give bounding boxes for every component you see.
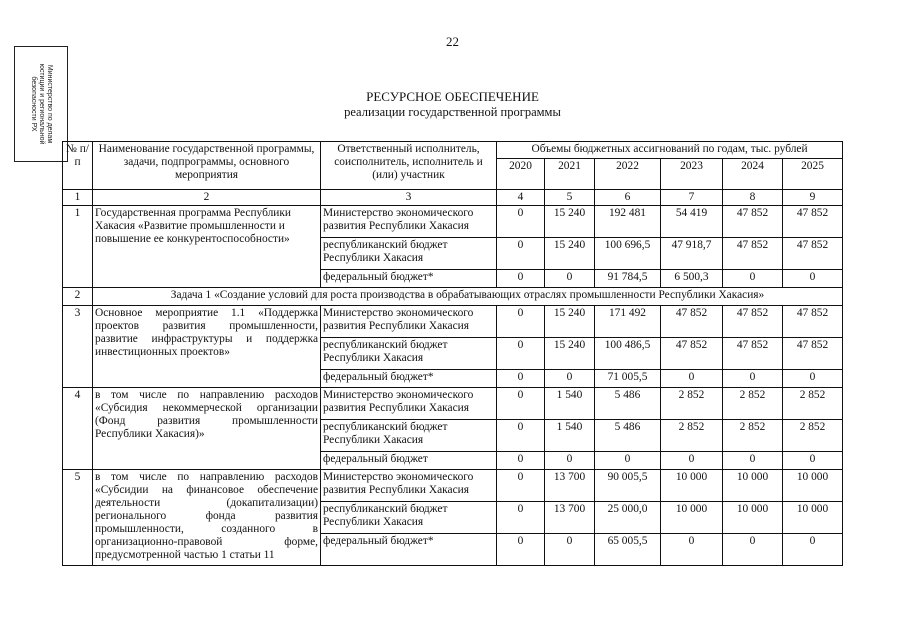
header-year: 2024 <box>723 159 783 190</box>
value-cell: 100 696,5 <box>595 238 661 270</box>
value-cell: 13 700 <box>545 470 595 502</box>
resource-table <box>62 141 843 566</box>
value-cell: 0 <box>545 452 595 470</box>
executor-cell: республиканский бюджет Республики Хакасия <box>321 338 497 370</box>
executor-cell: Министерство экономического развития Республики Хакасия <box>321 206 497 238</box>
value-cell: 0 <box>783 534 843 566</box>
table-row <box>63 306 843 338</box>
executor-cell: федеральный бюджет* <box>321 270 497 288</box>
header-year: 2021 <box>545 159 595 190</box>
value-cell: 65 005,5 <box>595 534 661 566</box>
value-cell: 0 <box>497 370 545 388</box>
value-cell: 25 000,0 <box>595 502 661 534</box>
value-cell: 47 852 <box>783 306 843 338</box>
value-cell: 10 000 <box>723 502 783 534</box>
stamp-line: юстиции и региональной <box>38 63 45 145</box>
row-number: 2 <box>63 288 93 306</box>
header-name: Наименование государственной программы, задачи, подпрограммы, основного мероприятия <box>93 142 321 190</box>
column-number: 7 <box>661 190 723 206</box>
value-cell: 0 <box>497 206 545 238</box>
value-cell: 2 852 <box>661 420 723 452</box>
header-row <box>63 142 843 159</box>
column-number-row <box>63 190 843 206</box>
header-year: 2023 <box>661 159 723 190</box>
column-number: 8 <box>723 190 783 206</box>
executor-cell: Министерство экономического развития Республики Хакасия <box>321 306 497 338</box>
value-cell: 0 <box>497 470 545 502</box>
row-number: 4 <box>63 388 93 470</box>
value-cell: 171 492 <box>595 306 661 338</box>
value-cell: 91 784,5 <box>595 270 661 288</box>
value-cell: 5 486 <box>595 388 661 420</box>
row-number: 5 <box>63 470 93 566</box>
value-cell: 0 <box>661 370 723 388</box>
value-cell: 10 000 <box>783 502 843 534</box>
value-cell: 2 852 <box>661 388 723 420</box>
stamp-line: безопасности РХ <box>30 76 37 132</box>
value-cell: 0 <box>661 534 723 566</box>
value-cell: 0 <box>545 370 595 388</box>
row-number: 3 <box>63 306 93 388</box>
table-row <box>63 470 843 502</box>
value-cell: 47 852 <box>723 206 783 238</box>
value-cell: 47 852 <box>723 306 783 338</box>
value-cell: 5 486 <box>595 420 661 452</box>
task-row <box>63 288 843 306</box>
table-row <box>63 206 843 238</box>
value-cell: 0 <box>497 338 545 370</box>
value-cell: 0 <box>497 452 545 470</box>
value-cell: 0 <box>497 388 545 420</box>
value-cell: 0 <box>723 534 783 566</box>
value-cell: 54 419 <box>661 206 723 238</box>
value-cell: 47 852 <box>661 306 723 338</box>
value-cell: 0 <box>723 452 783 470</box>
column-number: 3 <box>321 190 497 206</box>
value-cell: 13 700 <box>545 502 595 534</box>
column-number: 1 <box>63 190 93 206</box>
column-number: 4 <box>497 190 545 206</box>
value-cell: 15 240 <box>545 306 595 338</box>
item-name: Государственная программа Республики Хакасия «Развитие промышленности и повышение ее конкурентоспособности» <box>93 206 321 288</box>
value-cell: 192 481 <box>595 206 661 238</box>
executor-cell: республиканский бюджет Республики Хакасия <box>321 502 497 534</box>
value-cell: 0 <box>783 270 843 288</box>
value-cell: 0 <box>497 306 545 338</box>
executor-cell: республиканский бюджет Республики Хакасия <box>321 420 497 452</box>
header-executor: Ответственный исполнитель, соисполнитель, исполнитель и (или) участник <box>321 142 497 190</box>
value-cell: 0 <box>497 270 545 288</box>
value-cell: 0 <box>497 534 545 566</box>
value-cell: 10 000 <box>783 470 843 502</box>
header-budget-group: Объемы бюджетных ассигнований по годам, тыс. рублей <box>497 142 843 159</box>
value-cell: 10 000 <box>661 502 723 534</box>
column-number: 2 <box>93 190 321 206</box>
column-number: 9 <box>783 190 843 206</box>
value-cell: 47 918,7 <box>661 238 723 270</box>
executor-cell: федеральный бюджет* <box>321 370 497 388</box>
value-cell: 10 000 <box>723 470 783 502</box>
value-cell: 47 852 <box>783 238 843 270</box>
value-cell: 0 <box>723 270 783 288</box>
value-cell: 0 <box>661 452 723 470</box>
value-cell: 1 540 <box>545 388 595 420</box>
document-subtitle: реализации государственной программы <box>344 105 561 119</box>
value-cell: 15 240 <box>545 338 595 370</box>
value-cell: 0 <box>595 452 661 470</box>
task-text: Задача 1 «Создание условий для роста производства в обрабатывающих отраслях промышленности Республики Хакасия» <box>93 288 843 306</box>
stamp-line: Министерство по делам <box>46 64 53 144</box>
value-cell: 0 <box>497 420 545 452</box>
value-cell: 47 852 <box>783 206 843 238</box>
value-cell: 6 500,3 <box>661 270 723 288</box>
value-cell: 0 <box>497 502 545 534</box>
value-cell: 10 000 <box>661 470 723 502</box>
value-cell: 100 486,5 <box>595 338 661 370</box>
value-cell: 0 <box>783 370 843 388</box>
value-cell: 0 <box>723 370 783 388</box>
column-number: 6 <box>595 190 661 206</box>
value-cell: 0 <box>783 452 843 470</box>
value-cell: 0 <box>497 238 545 270</box>
executor-cell: республиканский бюджет Республики Хакасия <box>321 238 497 270</box>
executor-cell: федеральный бюджет <box>321 452 497 470</box>
value-cell: 15 240 <box>545 238 595 270</box>
item-name: в том числе по направлению расходов «Субсидия некоммерческой организации (Фонд развития промышленности Республики Хакасия)» <box>93 388 321 470</box>
header-year: 2020 <box>497 159 545 190</box>
value-cell: 47 852 <box>723 238 783 270</box>
value-cell: 2 852 <box>723 420 783 452</box>
value-cell: 71 005,5 <box>595 370 661 388</box>
value-cell: 15 240 <box>545 206 595 238</box>
table-row <box>63 388 843 420</box>
value-cell: 47 852 <box>661 338 723 370</box>
column-number: 5 <box>545 190 595 206</box>
row-number: 1 <box>63 206 93 288</box>
executor-cell: федеральный бюджет* <box>321 534 497 566</box>
document-title: РЕСУРСНОЕ ОБЕСПЕЧЕНИЕ <box>366 89 539 104</box>
value-cell: 0 <box>545 534 595 566</box>
header-year: 2025 <box>783 159 843 190</box>
header-num: № п/п <box>63 142 93 190</box>
header-year: 2022 <box>595 159 661 190</box>
value-cell: 2 852 <box>783 388 843 420</box>
item-name: Основное мероприятие 1.1 «Поддержка проектов развития промышленности, развитие инфраструктуры и поддержка инвестиционных проектов» <box>93 306 321 388</box>
page-number: 22 <box>446 34 459 49</box>
value-cell: 47 852 <box>783 338 843 370</box>
executor-cell: Министерство экономического развития Республики Хакасия <box>321 388 497 420</box>
item-name: в том числе по направлению расходов «Субсидии на финансовое обеспечение деятельности (докапитализации) регионального фонда развития промышленности, созданного в организационно-правовой форме, предусмотренной частью 1 статьи 11 <box>93 470 321 566</box>
value-cell: 2 852 <box>723 388 783 420</box>
executor-cell: Министерство экономического развития Республики Хакасия <box>321 470 497 502</box>
value-cell: 90 005,5 <box>595 470 661 502</box>
value-cell: 1 540 <box>545 420 595 452</box>
value-cell: 0 <box>545 270 595 288</box>
value-cell: 47 852 <box>723 338 783 370</box>
value-cell: 2 852 <box>783 420 843 452</box>
